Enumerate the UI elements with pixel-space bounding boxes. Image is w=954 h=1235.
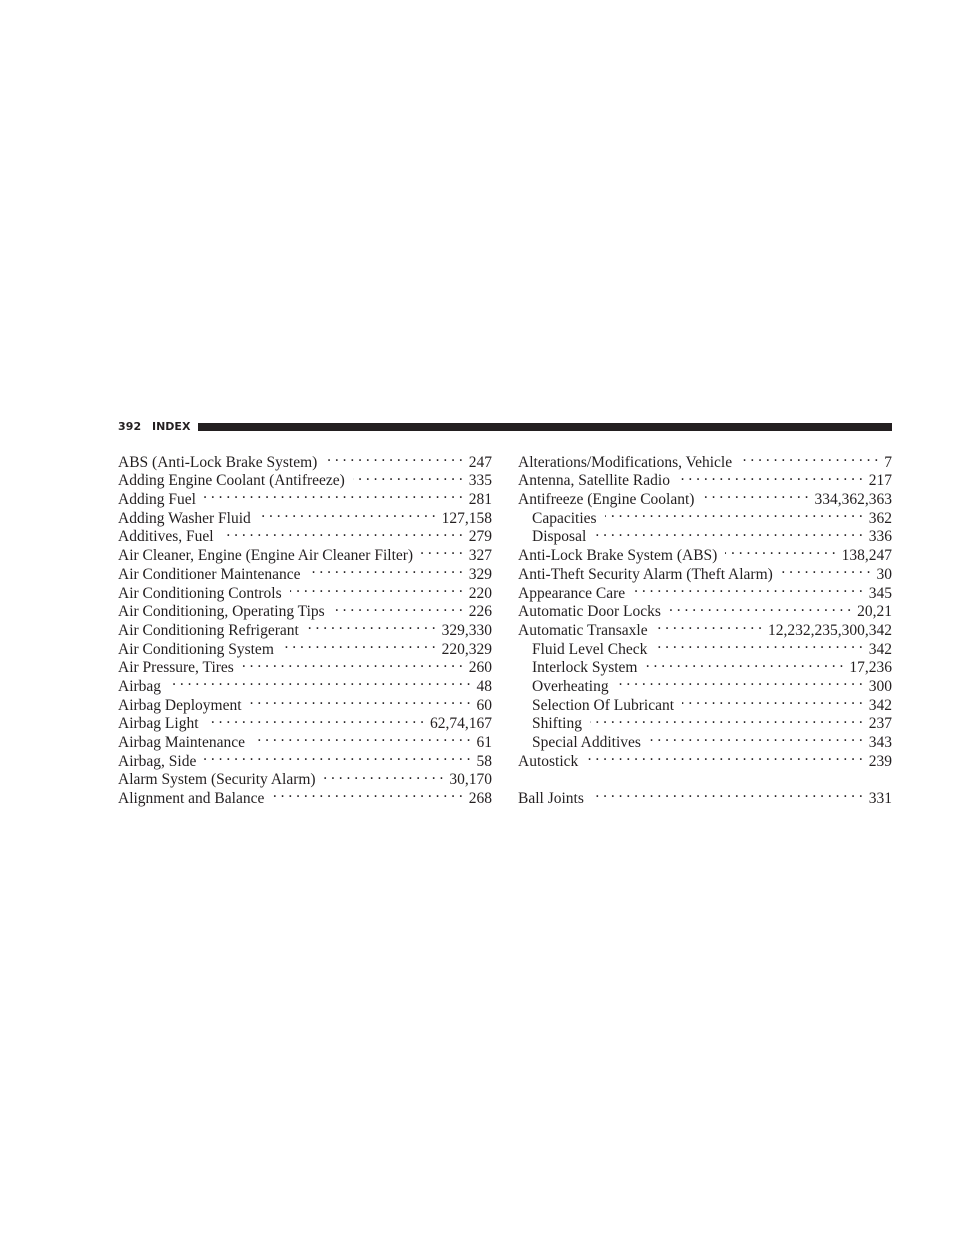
index-page-refs: 12,232,235,300,342	[768, 621, 892, 639]
index-term: Selection Of Lubricant	[532, 696, 675, 714]
index-page-refs: 226	[468, 603, 492, 621]
index-term: Alarm System (Security Alarm)	[118, 771, 316, 789]
index-term: Air Pressure, Tires	[118, 659, 234, 677]
index-term: Alterations/Modifications, Vehicle	[518, 453, 733, 471]
index-term: Air Conditioning Refrigerant	[118, 621, 299, 639]
index-term: Automatic Door Locks	[518, 603, 661, 621]
index-entry	[118, 672, 492, 695]
dot-leader	[669, 598, 851, 617]
index-term: Air Conditioning Controls	[118, 584, 282, 602]
dot-leader	[656, 616, 762, 635]
dot-leader	[353, 467, 463, 486]
dot-leader	[702, 485, 808, 504]
index-term: Airbag Light	[118, 715, 199, 733]
index-page-refs: 329	[468, 565, 492, 583]
index-term: Anti-Theft Security Alarm (Theft Alarm)	[518, 565, 773, 583]
dot-leader	[645, 654, 843, 673]
index-page-refs: 342	[868, 640, 892, 658]
dot-leader	[307, 616, 436, 635]
dot-leader	[207, 710, 425, 729]
dot-leader	[204, 747, 470, 766]
index-term: Air Conditioner Maintenance	[118, 565, 301, 583]
dot-leader	[655, 635, 862, 654]
index-page-refs: 30,170	[449, 771, 492, 789]
section-title: INDEX	[152, 420, 191, 433]
index-term: Antenna, Satellite Radio	[518, 472, 670, 490]
index-term: Ball Joints	[518, 790, 584, 808]
index-page-refs: 58	[476, 752, 492, 770]
dot-leader	[605, 504, 863, 523]
page-number: 392	[118, 420, 142, 433]
index-term: Air Conditioning System	[118, 640, 274, 658]
dot-leader	[324, 766, 444, 785]
index-page-refs: 260	[468, 659, 492, 677]
index-term: Airbag Maintenance	[118, 734, 245, 752]
index-page-refs: 62,74,167	[430, 715, 492, 733]
index-page-refs: 220	[468, 584, 492, 602]
index-entry	[118, 691, 492, 714]
index-page-refs: 343	[868, 734, 892, 752]
index-term: Airbag, Side	[118, 752, 197, 770]
dot-leader	[204, 485, 463, 504]
index-term: Alignment and Balance	[118, 790, 265, 808]
index-term: Anti-Lock Brake System (ABS)	[518, 547, 718, 565]
index-page-refs: 138,247	[841, 547, 892, 565]
dot-leader	[781, 560, 871, 579]
dot-leader	[682, 691, 863, 710]
index-entry	[518, 784, 892, 808]
dot-leader	[592, 784, 863, 803]
index-page-refs: 329,330	[441, 621, 492, 639]
index-term: Shifting	[532, 715, 582, 733]
index-page-refs: 335	[468, 472, 492, 490]
index-entry	[518, 448, 892, 471]
index-page-refs: 237	[868, 715, 892, 733]
index-page-refs: 30	[876, 565, 892, 583]
dot-leader	[649, 728, 863, 747]
dot-leader	[222, 523, 463, 542]
index-page-refs: 17,236	[849, 659, 892, 677]
index-page-refs: 247	[468, 453, 492, 471]
index-entry	[118, 448, 492, 471]
index-term: Appearance Care	[518, 584, 626, 602]
dot-leader	[740, 448, 878, 467]
index-term: Adding Engine Coolant (Antifreeze)	[118, 472, 345, 490]
dot-leader	[272, 784, 462, 803]
index-term: Autostick	[518, 752, 579, 770]
dot-leader	[290, 579, 463, 598]
dot-leader	[282, 635, 436, 654]
index-term: Disposal	[532, 528, 587, 546]
dot-leader	[242, 654, 463, 673]
index-page-refs: 7	[884, 453, 892, 471]
index-page-refs: 342	[868, 696, 892, 714]
index-term: Adding Washer Fluid	[118, 509, 251, 527]
dot-leader	[617, 672, 863, 691]
index-page-refs: 331	[868, 790, 892, 808]
dot-leader	[169, 672, 470, 691]
dot-leader	[259, 504, 436, 523]
index-term: Special Additives	[532, 734, 641, 752]
index-page-refs: 268	[468, 790, 492, 808]
index-term: Capacities	[532, 509, 597, 527]
index-term: Additives, Fuel	[118, 528, 214, 546]
index-term: Overheating	[532, 677, 609, 695]
index-term: Airbag Deployment	[118, 696, 242, 714]
index-column-left	[118, 448, 492, 808]
dot-leader	[594, 523, 863, 542]
index-term: Antifreeze (Engine Coolant)	[518, 491, 695, 509]
index-page-refs: 220,329	[441, 640, 492, 658]
index-page-refs: 20,21	[857, 603, 892, 621]
index-page-refs: 239	[868, 752, 892, 770]
index-page-refs: 217	[868, 472, 892, 490]
dot-leader	[678, 467, 863, 486]
index-term: ABS (Anti-Lock Brake System)	[118, 453, 318, 471]
dot-leader	[586, 747, 862, 766]
index-page-refs: 300	[868, 677, 892, 695]
header-rule	[198, 423, 892, 431]
dot-leader	[325, 448, 462, 467]
dot-leader	[309, 560, 463, 579]
index-page-refs: 334,362,363	[814, 491, 892, 509]
dot-leader	[250, 691, 471, 710]
index-page-refs: 336	[868, 528, 892, 546]
dot-leader	[633, 579, 863, 598]
dot-leader	[590, 710, 863, 729]
index-term: Adding Fuel	[118, 491, 196, 509]
index-term: Air Cleaner, Engine (Engine Air Cleaner Filter)	[118, 547, 414, 565]
index-page-refs: 362	[868, 509, 892, 527]
index-page-refs: 281	[468, 491, 492, 509]
index-column-right	[518, 448, 892, 808]
index-page-refs: 61	[476, 734, 492, 752]
index-page-refs: 60	[476, 696, 492, 714]
index-page-refs: 345	[868, 584, 892, 602]
index-page-refs: 279	[468, 528, 492, 546]
index-term: Air Conditioning, Operating Tips	[118, 603, 325, 621]
dot-leader	[333, 598, 463, 617]
index-page-refs: 127,158	[441, 509, 492, 527]
index-term: Fluid Level Check	[532, 640, 648, 658]
index-term: Interlock System	[532, 659, 638, 677]
index-page-refs: 48	[476, 677, 492, 695]
page-header	[118, 419, 892, 437]
index-page-refs: 327	[468, 547, 492, 565]
dot-leader	[421, 541, 463, 560]
dot-leader	[253, 728, 471, 747]
index-term: Airbag	[118, 677, 162, 695]
dot-leader	[725, 541, 835, 560]
index-term: Automatic Transaxle	[518, 621, 648, 639]
